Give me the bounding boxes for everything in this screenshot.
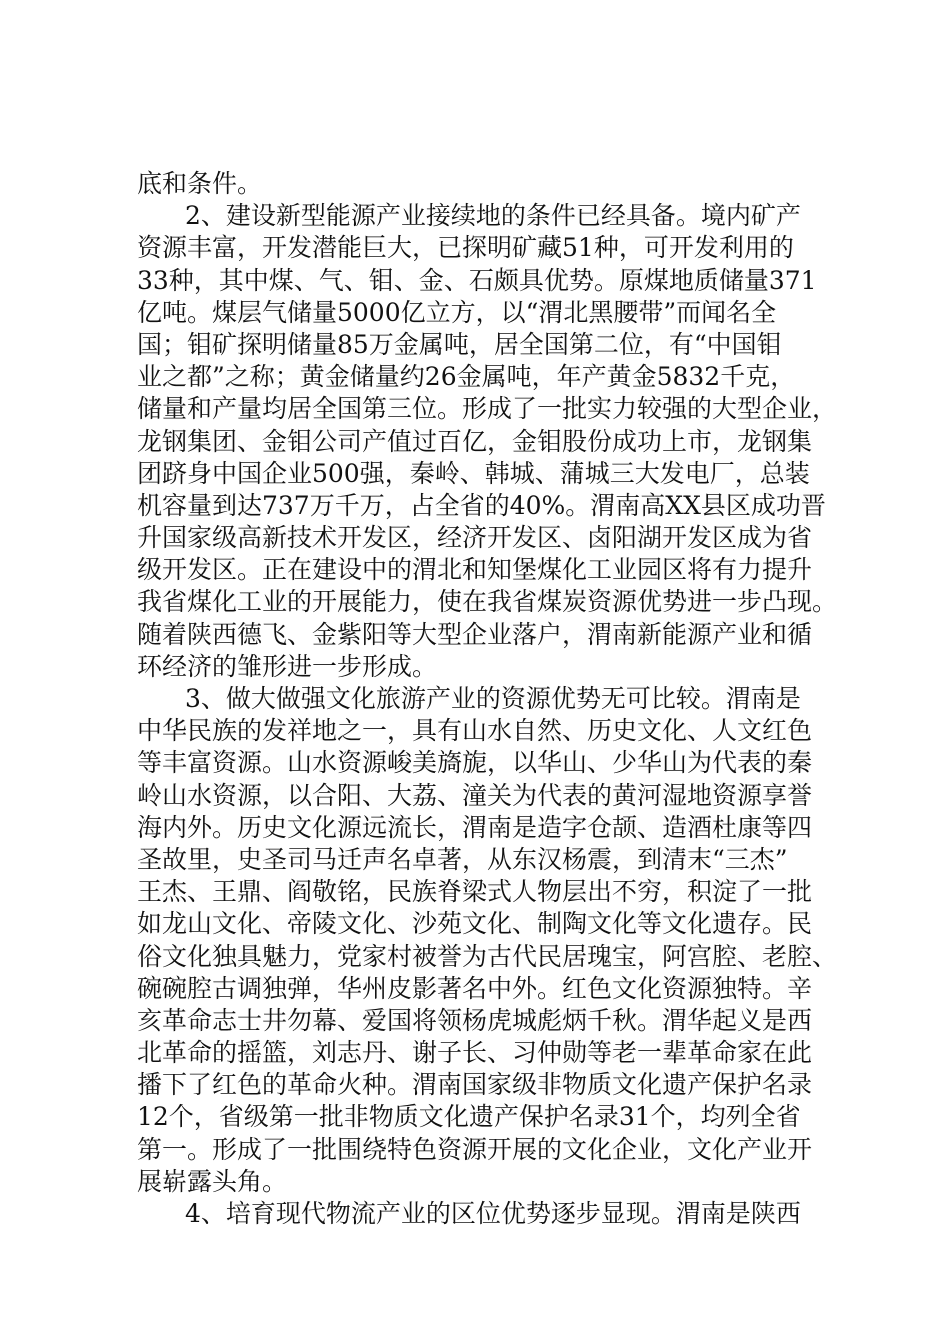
text-line: 岭山水资源，以合阳、大荔、潼关为代表的黄河湿地资源享誉 — [137, 780, 813, 810]
text-line: 储量和产量均居全国第三位。形成了一批实力较强的大型企业， — [137, 394, 838, 424]
paragraph-3-start: 3、做大做强文化旅游产业的资源优势无可比较。渭南是 — [185, 684, 801, 713]
text-line: 龙钢集团、金钼公司产值过百亿，金钼股份成功上市，龙钢集 — [137, 426, 813, 456]
text-line: 机容量到达737万千万，占全省的40%。渭南高XX县区成功晋 — [137, 490, 826, 520]
text-line: 国；钼矿探明储量85万金属吨，居全国第二位，有“中国钼 — [137, 329, 782, 359]
text-line: 团跻身中国企业500强，秦岭、韩城、蒲城三大发电厂，总装 — [137, 458, 810, 488]
text-line: 底和条件。 — [137, 169, 263, 198]
text-line: 王杰、王鼎、阎敬铭，民族脊梁式人物层出不穷，积淀了一批 — [137, 877, 813, 907]
text-line: 碗碗腔古调独弹，华州皮影著名中外。红色文化资源独特。辛 — [137, 973, 813, 1003]
text-line: 海内外。历史文化源远流长，渭南是造字仓颉、造酒杜康等四 — [137, 812, 813, 842]
text-line: 圣故里，史圣司马迁声名卓著，从东汉杨震，到清末“三杰” — [137, 844, 788, 874]
text-line: 北革命的摇篮，刘志丹、谢子长、习仲勋等老一辈革命家在此 — [137, 1038, 813, 1068]
text-line: 播下了红色的革命火种。渭南国家级非物质文化遗产保护名录 — [137, 1070, 813, 1100]
text-line: 业之都”之称；黄金储量约26金属吨，年产黄金5832千克， — [137, 362, 796, 392]
text-line: 亥革命志士井勿幕、爱国将领杨虎城彪炳千秋。渭华起义是西 — [137, 1005, 813, 1035]
text-line: 俗文化独具魅力，党家村被誉为古代民居瑰宝，阿宫腔、老腔、 — [137, 941, 838, 971]
text-line: 升国家级高新技术开发区，经济开发区、卤阳湖开发区成为省 — [137, 523, 813, 553]
text-line: 级开发区。正在建设中的渭北和知堡煤化工业园区将有力提升 — [137, 555, 813, 585]
text-line: 我省煤化工业的开展能力，使在我省煤炭资源优势进一步凸现。 — [137, 587, 838, 617]
body-text — [137, 168, 837, 1230]
paragraph-2-start: 2、建设新型能源产业接续地的条件已经具备。境内矿产 — [185, 201, 801, 231]
text-line: 第一。形成了一批围绕特色资源开展的文化企业，文化产业开 — [137, 1134, 813, 1164]
text-line: 资源丰富，开发潜能巨大，已探明矿藏51种，可开发利用的 — [137, 233, 794, 263]
text-line: 12个，省级第一批非物质文化遗产保护名录31个，均列全省 — [137, 1102, 801, 1132]
text-line: 等丰富资源。山水资源峻美旖旎，以华山、少华山为代表的秦 — [137, 748, 813, 778]
text-line: 展崭露头角。 — [137, 1166, 288, 1196]
text-line: 随着陕西德飞、金紫阳等大型企业落户，渭南新能源产业和循 — [137, 619, 813, 649]
text-line: 亿吨。煤层气储量5000亿立方，以“渭北黑腰带”而闻名全 — [137, 297, 777, 327]
text-line: 如龙山文化、帝陵文化、沙苑文化、制陶文化等文化遗存。民 — [137, 909, 813, 939]
paragraph-4-start: 4、培育现代物流产业的区位优势逐步显现。渭南是陕西 — [185, 1199, 801, 1228]
text-line: 33种，其中煤、气、钼、金、石颇具优势。原煤地质储量371 — [137, 265, 817, 295]
text-line: 中华民族的发祥地之一，具有山水自然、历史文化、人文红色 — [137, 716, 813, 746]
text-line: 环经济的雏形进一步形成。 — [137, 651, 438, 681]
